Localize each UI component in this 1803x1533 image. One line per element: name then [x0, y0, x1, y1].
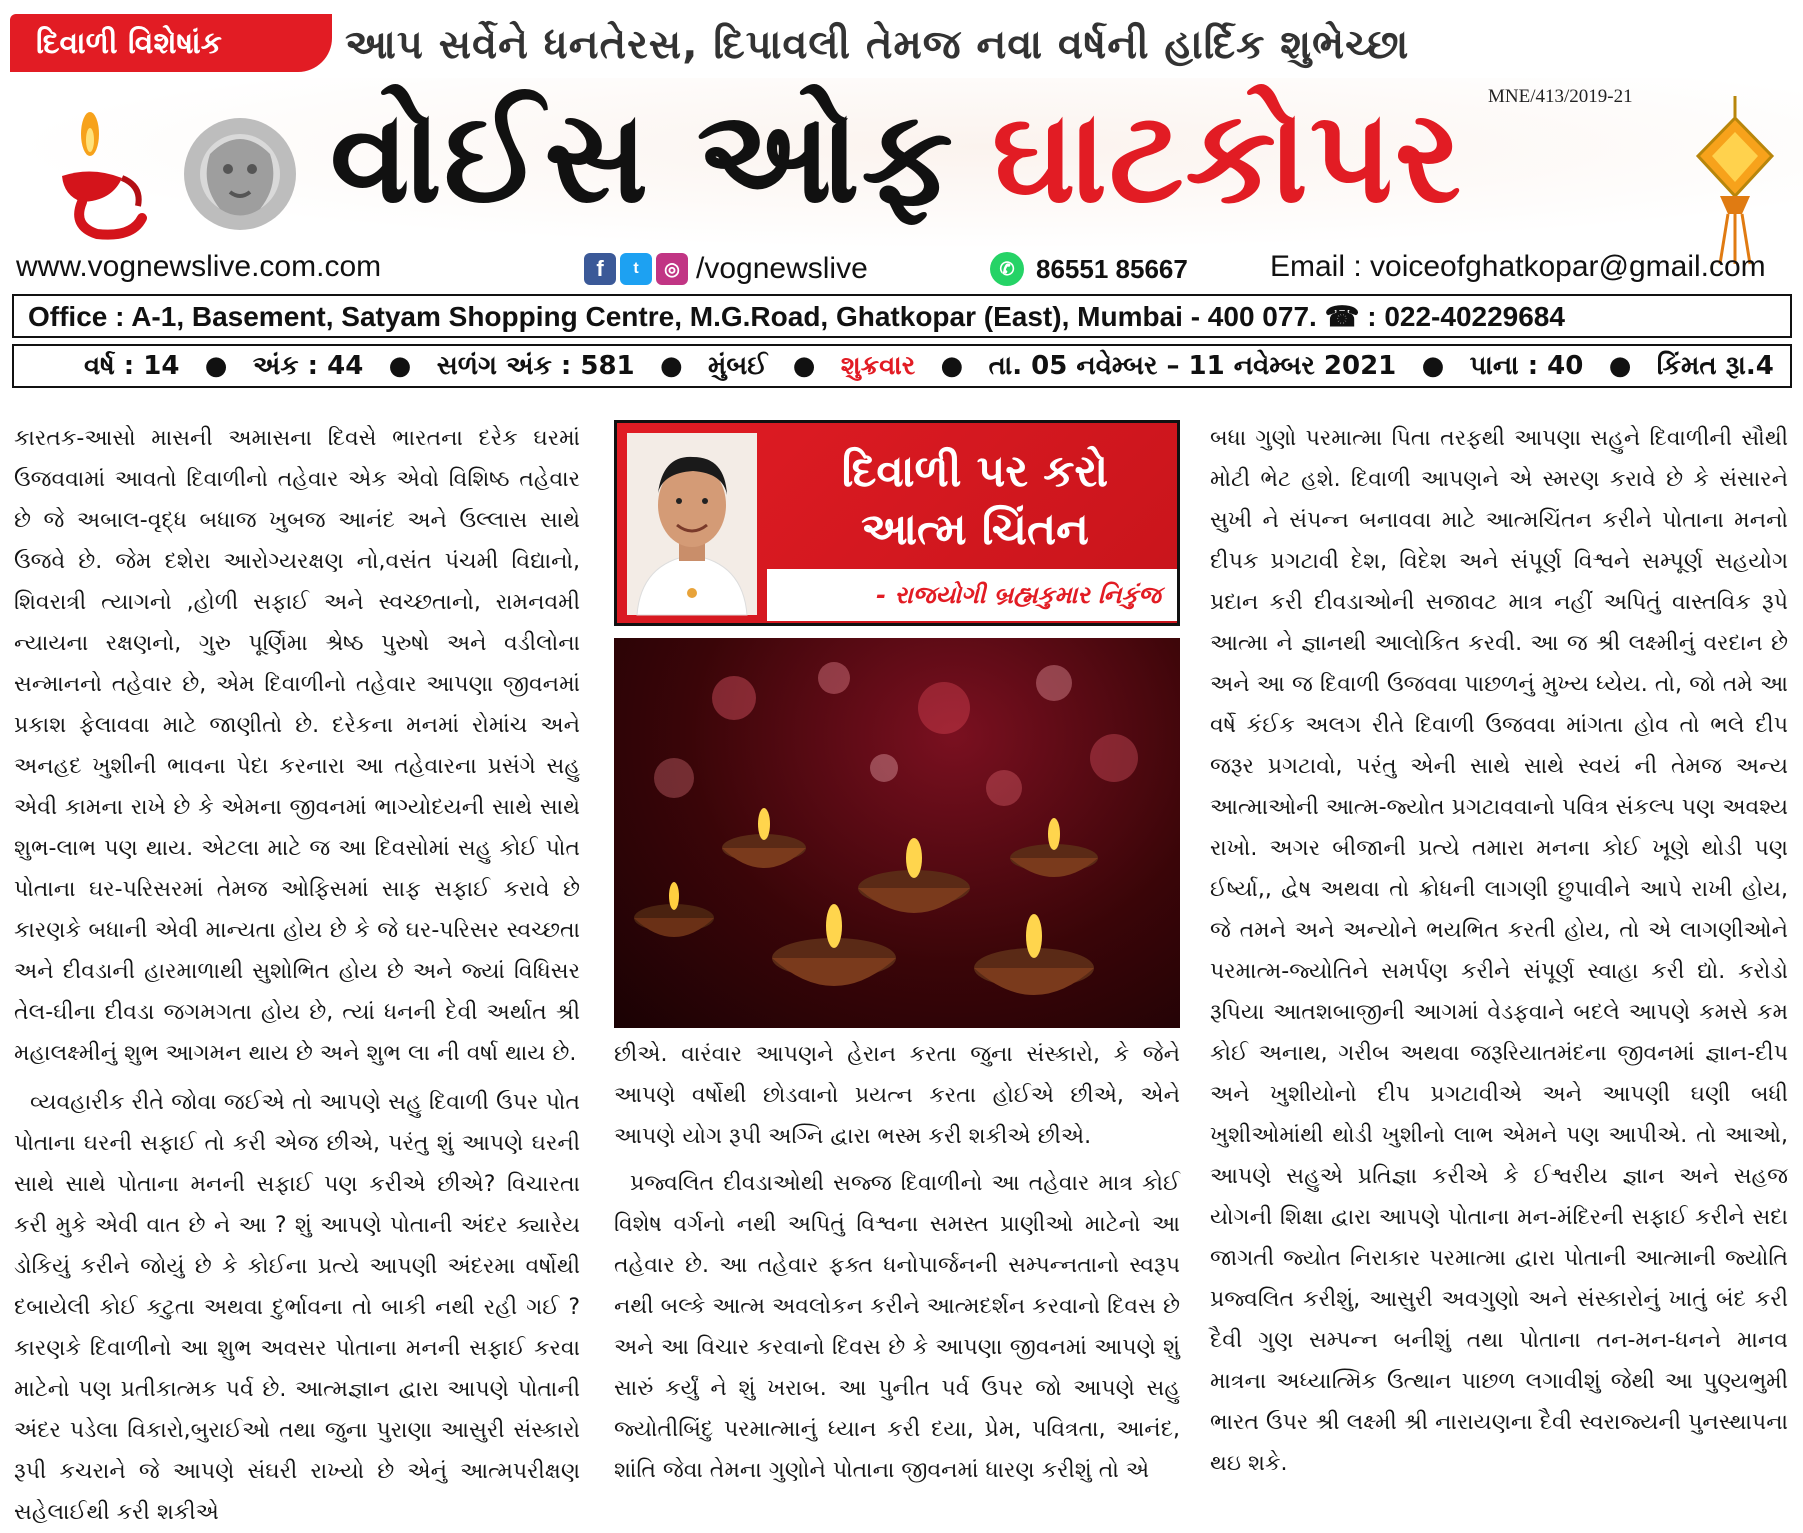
social-links — [584, 252, 868, 286]
article-paragraph: બધા ગુણો પરમાત્મા પિતા તરફથી આપણા સહુને દિવાળીની સૌથી મોટી ભેટ હશે. દિવાળી આપણને એ સ્મરણ કરાવે છે કે સંસારને સુખી ને સંપન્ન બનાવવા માટે આત્મચિંતન કરીને પોતાના મનનો દીપક પ્રગટાવી દેશ, વિદેશ અને સંપૂર્ણ વિશ્વને સમ્પૂર્ણ સહયોગ પ્રદાન કરી દીવડાઓની સજાવટ માત્ર નહીં અપિતું વાસ્તવિક રૂપે આત્મા ને જ્ઞાનથી આલોકિત કરવી. આ જ શ્રી લક્ષ્મીનું વરદાન છે અને આ જ દિવાળી ઉજવવા પાછળનું મુખ્ય ધ્યેય. તો, જો તમે આ વર્ષે કંઈક અલગ રીતે દિવાળી ઉજવવા માંગતા હોવ તો ભલે દીપ જરૂર પ્રગટાવો, પરંતુ એની સાથે સાથે સ્વયં ની તેમજ અન્ય આત્માઓની આત્મ-જ્યોત પ્રગટાવવાનો પવિત્ર સંકલ્પ પણ અવશ્ય રાખો. અગર બીજાની પ્રત્યે તમારા મનના કોઈ ખૂણે થોડી પણ ઈર્ષ્યા,, દ્વેષ અથવા તો ક્રોધની લાગણી છુપાવીને આપે રાખી હોય, જે તમને અને અન્યોને ભયભિત કરતી હોય, તો એ લાગણીઓને પરમાત્મ-જ્યોતિને સમર્પણ કરીને સંપૂર્ણ સ્વાહા કરી દ્યો. કરોડો રૂપિયા આતશબાજીની આગમાં વેડફવાને બદલે આપણે કમસે કમ કોઈ અનાથ, ગરીબ અથવા જરૂરિયાતમંદના જીવનમાં જ્ઞાન-દીપ અને ખુશીયોનો દીપ પ્રગટાવીએ અને આપણી ઘણી બધી ખુશીઓમાંથી થોડી ખુશીનો લાભ એમને પણ આપીએ. તો આઓ, આપણે સહુએ પ્રતિજ્ઞા કરીએ કે ઈશ્વરીય જ્ઞાન અને સહજ યોગની શિક્ષા દ્વારા આપણે પોતાના મન-મંદિરની સફાઈ કરીને સદા જાગતી જ્યોત નિરાકાર પરમાત્મા દ્વારા પોતાની આત્માની જ્યોતિ પ્રજ્વલિત કરીશું, આસુરી અવગુણો અને સંસ્કારોનું ખાતું બંદ કરી દૈવી ગુણ સમ્પન્ન બનીશું તથા પોતાના તન-મન-ધનને માનવ માત્રના અધ્યાત્મિક ઉત્થાન પાછળ લગાવીશું જેથી આ પુણ્યભુમી ભારત ઉપર શ્રી લક્ષ્મી શ્રી નારાયણના દૈવી સ્વરાજ્યની પુનસ્થાપના થઇ શકે. — [1210, 426, 1788, 1476]
whatsapp-icon: ✆ — [990, 252, 1024, 286]
article-column-right — [1210, 418, 1788, 1489]
author-byline — [767, 569, 1177, 621]
issue-day: શુક્રવાર — [840, 350, 916, 381]
special-edition-label: દિવાળી વિશેષાંક — [36, 25, 222, 61]
email-address[interactable]: Email : voiceofghatkopar@gmail.com — [1270, 250, 1766, 283]
office-address: Office : A-1, Basement, Satyam Shopping Centre, M.G.Road, Ghatkopar (East), Mumbai - 400 077. ☎ : 022-40229684 — [28, 300, 1565, 332]
lantern-icon — [1690, 96, 1780, 266]
whatsapp-number[interactable]: 86551 85667 — [1036, 253, 1188, 284]
issue-city: મુંબઈ — [708, 350, 768, 381]
issue-year: વર્ષ : 14 — [84, 350, 180, 381]
festival-greeting: આપ સર્વેને ધનતેરસ, દિપાવલી તેમજ નવા વર્ષની હાર્દિક શુભેચ્છા — [345, 22, 1410, 68]
newspaper-title-part2: ઘાટકોપર — [992, 83, 1464, 232]
feature-headline-line2: આત્મ ચિંતન — [861, 504, 1089, 555]
feature-headline-line1: દિવાળી પર કરો — [841, 446, 1109, 497]
issue-date: તા. 05 નવેમ્બર – 11 નવેમ્બર 2021 — [988, 350, 1397, 381]
article-column-left — [14, 418, 580, 1525]
issue-serial: સળંગ અંક : 581 — [436, 350, 635, 381]
separator-dot: ● — [1608, 351, 1632, 381]
separator-dot: ● — [660, 351, 683, 381]
separator-dot: ● — [940, 351, 964, 381]
diya-lamps-illustration — [614, 638, 1180, 1028]
newspaper-title-part1: વોઈસ ઓફ — [330, 83, 956, 232]
website-link[interactable]: www.vognewslive.com.com — [16, 250, 382, 283]
author-photo — [627, 433, 757, 615]
issue-pages: પાના : 40 — [1469, 350, 1584, 381]
feature-headline — [785, 443, 1165, 559]
whatsapp-contact — [990, 252, 1188, 286]
twitter-icon[interactable]: t — [620, 253, 652, 285]
article-paragraph: પ્રજ્વલિત દીવડાઓથી સજ્જ દિવાળીનો આ તહેવાર માત્ર કોઈ વિશેષ વર્ગનો નથી અપિતું વિશ્વના સમસ્ત પ્રાણીઓ માટેનો આ તહેવાર છે. આ તહેવાર ફક્ત ધનોપાર્જનની સમ્પન્નતાનો સ્વરૂપ નથી બલ્કે આત્મ અવલોકન કરીને આત્મદર્શન કરવાનો દિવસ છે અને આ વિચાર કરવાનો દિવસ છે કે આપણા જીવનમાં આપણે શું સારું કર્યું ને શું ખરાબ. આ પુનીત પર્વ ઉપર જો આપણે સહુ જ્યોતીબિંદુ પરમાત્માનું ધ્યાન કરી દયા, પ્રેમ, પવિત્રતા, આનંદ, શાંતિ જેવા તેમના ગુણોને પોતાના જીવનમાં ધારણ કરીશું તો એ — [614, 1171, 1180, 1483]
diya-icon — [52, 106, 162, 256]
office-address-bar — [12, 294, 1792, 338]
lion-logo — [170, 114, 310, 234]
contact-row — [0, 250, 1803, 288]
social-handle[interactable]: /vognewslive — [696, 252, 868, 285]
article-column-middle — [614, 1034, 1180, 1489]
author-name: - રાજયોગી બ્રહ્મકુમાર નિકુંજ — [876, 581, 1161, 609]
masthead — [0, 78, 1803, 250]
diya-lamps-photo — [614, 638, 1180, 1028]
separator-dot: ● — [792, 351, 816, 381]
facebook-icon[interactable]: f — [584, 253, 616, 285]
registration-number: MNE/413/2019-21 — [1488, 86, 1633, 107]
issue-number: અંક : 44 — [252, 350, 364, 381]
article-paragraph: વ્યવહારીક રીતે જોવા જઈએ તો આપણે સહુ દિવાળી ઉપર પોત પોતાના ઘરની સફાઈ તો કરી એજ છીએ, પરંતુ શું આપણે ઘરની સાથે સાથે પોતાના મનની સફાઈ પણ કરીએ છીએ? વિચારતા કરી મુકે એવી વાત છે ને આ ? શું આપણે પોતાની અંદર ક્યારેય ડોકિયું કરીને જોયું છે કે કોઈના પ્રત્યે આપણી અંદરમા વર્ષોથી દબાયેલી કોઈ કટુતા અથવા દુર્ભાવના તો બાકી નથી રહી ગઈ ? કારણકે દિવાળીનો આ શુભ અવસર પોતાના મનની સફાઈ કરવા માટેનો પણ પ્રતીકાત્મક પર્વ છે. આત્મજ્ઞાન દ્વારા આપણે પોતાની અંદર પડેલા વિકારો,બુરાઈઓ તથા જુના પુરાણા આસુરી સંસ્કારો રૂપી કચરાને જે આપણે સંઘરી રાખ્યો છે એનું આત્મપરીક્ષણ સહેલાઈથી કરી શકીએ — [14, 1090, 580, 1525]
separator-dot: ● — [204, 351, 228, 381]
issue-info-bar — [12, 344, 1792, 388]
special-edition-tag — [10, 14, 332, 72]
separator-dot: ● — [388, 351, 412, 381]
article-paragraph: છીએ. વારંવાર આપણને હેરાન કરતા જુના સંસ્કારો, કે જેને આપણે વર્ષોથી છોડવાનો પ્રયત્ન કરતા હોઈએ છીએ, એને આપણે યોગ રૂપી અગ્નિ દ્વારા ભસ્મ કરી શકીએ છીએ. — [614, 1042, 1180, 1149]
issue-price: કિંમત રૂા.4 — [1656, 350, 1774, 381]
feature-headline-box — [614, 420, 1180, 626]
instagram-icon[interactable]: ◎ — [656, 253, 688, 285]
separator-dot: ● — [1421, 351, 1445, 381]
article-paragraph: કારતક-આસો માસની અમાસના દિવસે ભારતના દરેક ઘરમાં ઉજવવામાં આવતો દિવાળીનો તહેવાર એક એવો વિશિષ્ઠ તહેવાર છે જે અબાલ-વૃદ્ધ બધાજ ખુબજ આનંદ અને ઉલ્લાસ સાથે ઉજવે છે. જેમ દશેરા આરોગ્યરક્ષણ નો,વસંત પંચમી વિદ્યાનો, શિવરાત્રી ત્યાગનો ,હોળી સફાઈ અને સ્વચ્છતાનો, રામનવમી ન્યાયના રક્ષણનો, ગુરુ પૂર્ણિમા શ્રેષ્ઠ પુરુષો અને વડીલોના સન્માનનો તહેવાર છે, એમ દિવાળીનો તહેવાર આપણા જીવનમાં પ્રકાશ ફેલાવવા માટે જાણીતો છે. દરેકના મનમાં રોમાંચ અને અનહદ ખુશીની ભાવના પેદા કરનારા આ તહેવારના પ્રસંગે સહુ એવી કામના રાખે છે કે એમના જીવનમાં ભાગ્યોદયની સાથે સાથે શુભ-લાભ પણ થાય. એટલા માટે જ આ દિવસોમાં સહુ કોઈ પોત પોતાના ઘર-પરિસરમાં તેમજ ઓફિસમાં સાફ સફાઈ કરાવે છે કારણકે બધાની એવી માન્યતા હોય છે કે જે ઘર-પરિસર સ્વચ્છતા અને દીવડાની હારમાળાથી સુશોભિત હોય છે અને જ્યાં વિધિસર તેલ-ઘીના દીવડા જગમગતા હોય છે, ત્યાં ધનની દેવી અર્થાત શ્રી મહાલક્ષ્મીનું શુભ આગમન થાય છે અને શુભ લા ની વર્ષા થાય છે. — [14, 426, 580, 1066]
